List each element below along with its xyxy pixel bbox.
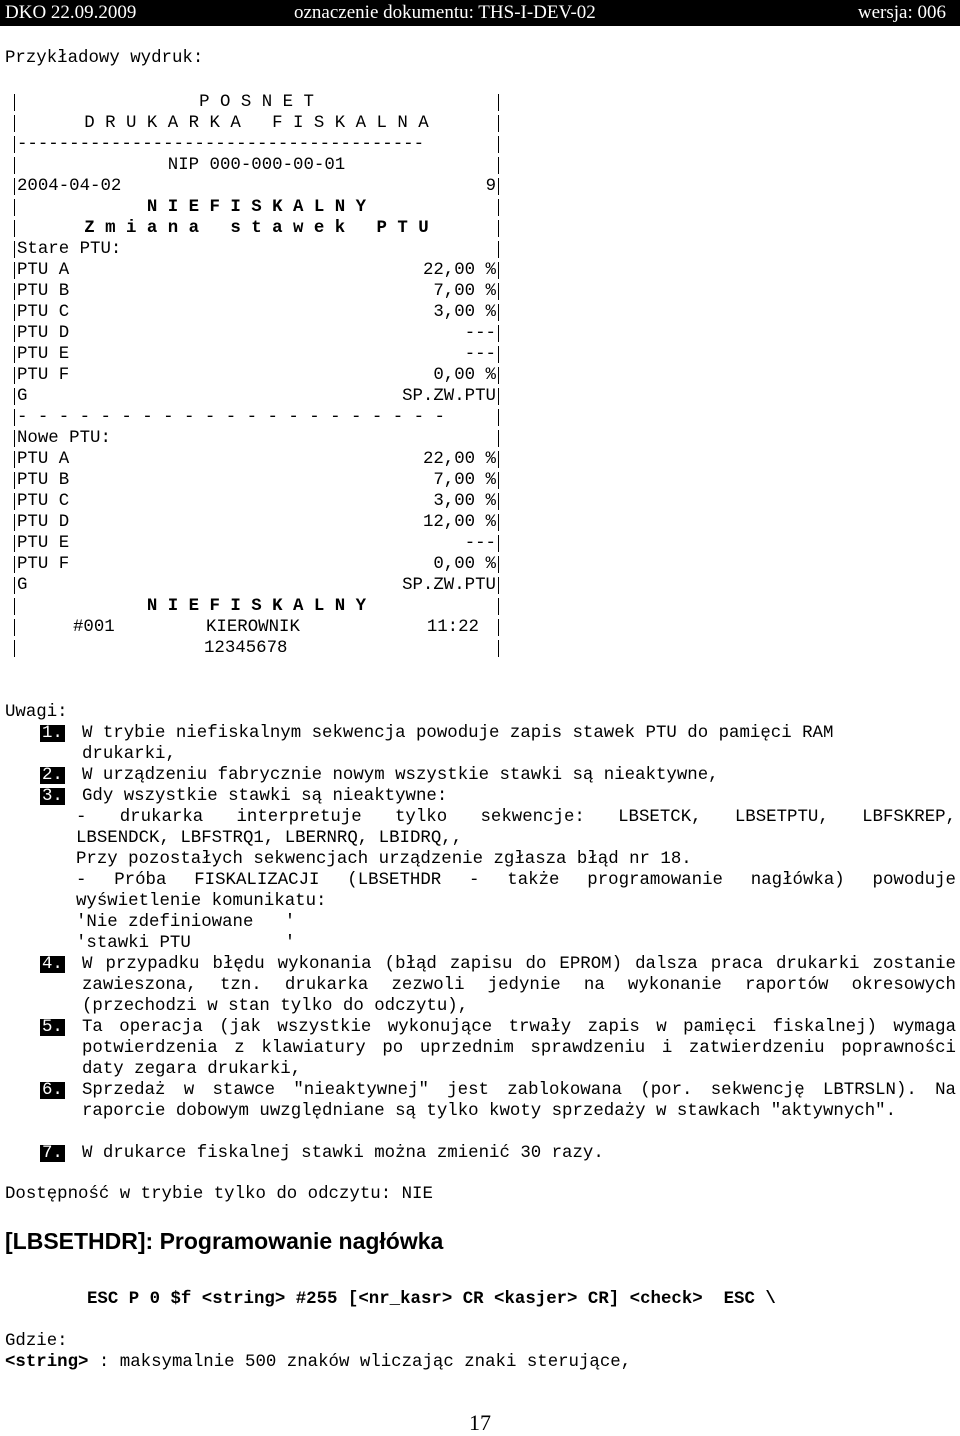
rate-value: 3,00 %	[433, 492, 496, 511]
document-header	[0, 0, 960, 26]
rate-name: PTU F	[17, 366, 70, 385]
note-3-sub-b-line-4: 'stawki PTU '	[76, 934, 296, 953]
rate-value: 3,00 %	[433, 303, 496, 322]
note-number: 3.	[42, 787, 63, 806]
parameter-description: : maksymalnie 500 znaków wliczając znaki sterujące,	[88, 1353, 632, 1372]
receipt-row	[14, 92, 499, 113]
receipt-line: P O S N E T	[199, 93, 314, 112]
note-2-text: W urządzeniu fabrycznie nowym wszystkie stawki są nieaktywne,	[82, 766, 719, 785]
rate-name: PTU C	[17, 492, 70, 511]
rate-name: PTU E	[17, 345, 70, 364]
note-1-line-1: W trybie niefiskalnym sekwencja powoduje zapis stawek PTU do pamięci RAM	[82, 724, 834, 743]
rate-value: 0,00 %	[433, 555, 496, 574]
note-5-text: Ta operacja (jak wszystkie wykonujące trwały zapis w pamięci fiskalnej) wymaga potwierdzenia z klawiatury po uprzednim sprawdzeniu i zatwierdzeniu poprawności daty zegara drukarki,	[82, 1018, 956, 1079]
receipt-nonfiscal-footer: N I E F I S K A L N Y	[146, 597, 367, 616]
receipt-dash-separator: ---------------------------------------	[17, 135, 425, 154]
rate-row	[14, 449, 499, 470]
rate-value: ---	[464, 324, 496, 343]
note-3-sub-b-line-3: 'Nie zdefiniowane '	[76, 913, 296, 932]
receipt-new-label: Nowe PTU:	[17, 429, 111, 448]
note-6-text: Sprzedaż w stawce "nieaktywnej" jest zablokowana (por. sekwencję LBTRSLN). Na raporcie dobowym uwzględniane są tylko kwoty sprzedaży w stawkach "aktywnych".	[82, 1081, 956, 1121]
receipt-nonfiscal: N I E F I S K A L N Y	[146, 198, 367, 217]
receipt-row	[14, 218, 499, 239]
rate-name: PTU C	[17, 303, 70, 322]
rate-value: 7,00 %	[433, 282, 496, 301]
rate-row	[14, 386, 499, 407]
receipt-row	[14, 176, 499, 197]
rate-name: PTU D	[17, 513, 70, 532]
rate-name: G	[17, 576, 28, 595]
receipt-time: 11:22	[426, 618, 479, 637]
rate-row	[14, 323, 499, 344]
note-number: 5.	[42, 1018, 63, 1037]
rate-value: ---	[464, 534, 496, 553]
note-number: 1.	[42, 724, 63, 743]
availability-text: Dostępność w trybie tylko do odczytu: NIE	[5, 1185, 433, 1204]
rate-value: SP.ZW.PTU	[402, 576, 496, 595]
receipt-date: 2004-04-02	[17, 177, 122, 196]
rate-value: 0,00 %	[433, 366, 496, 385]
note-3-text: Gdy wszystkie stawki są nieaktywne:	[82, 787, 448, 806]
rate-value: SP.ZW.PTU	[402, 387, 496, 406]
rate-name: PTU B	[17, 471, 70, 490]
old-rates-list	[14, 260, 499, 407]
note-3-sub-a-line-1: - drukarka interpretuje tylko sekwencje: LBSETCK, LBSETPTU, LBFSKREP,	[76, 808, 956, 827]
receipt-row	[14, 407, 499, 428]
parameter-name: <string>	[5, 1353, 89, 1372]
note-number: 2.	[42, 766, 63, 785]
receipt-serial: 12345678	[204, 639, 288, 658]
rate-name: PTU A	[17, 450, 70, 469]
receipt-row	[14, 428, 499, 449]
note-7-text: W drukarce fiskalnej stawki można zmienić 30 razy.	[82, 1144, 604, 1163]
note-3-sub-b-line-1: - Próba FISKALIZACJI (LBSETHDR - także programowanie nagłówka) powoduje	[76, 871, 956, 890]
rate-row	[14, 575, 499, 596]
notes-label: Uwagi:	[5, 703, 68, 722]
receipt-nip: NIP 000-000-00-01	[167, 156, 346, 175]
rate-name: PTU D	[17, 324, 70, 343]
rate-row	[14, 512, 499, 533]
receipt-cashier-name: KIEROWNIK	[206, 618, 300, 637]
rate-value: ---	[464, 345, 496, 364]
rate-value: 22,00 %	[422, 261, 496, 280]
rate-name: G	[17, 387, 28, 406]
receipt-row	[14, 134, 499, 155]
receipt-row	[14, 239, 499, 260]
rate-value: 22,00 %	[422, 450, 496, 469]
rate-row	[14, 302, 499, 323]
receipt-row	[14, 617, 499, 638]
receipt-printout	[14, 92, 499, 659]
header-version: wersja: 006	[857, 2, 946, 23]
rate-row	[14, 533, 499, 554]
receipt-row	[14, 155, 499, 176]
rate-row	[14, 470, 499, 491]
note-number: 6.	[42, 1081, 63, 1100]
new-rates-list	[14, 449, 499, 596]
rate-row	[14, 344, 499, 365]
rate-value: 7,00 %	[433, 471, 496, 490]
receipt-old-label: Stare PTU:	[17, 240, 122, 259]
note-3-sub-a-line-3: Przy pozostałych sekwencjach urządzenie zgłasza błąd nr 18.	[76, 850, 692, 869]
intro-text: Przykładowy wydruk:	[5, 49, 204, 68]
rate-row	[14, 491, 499, 512]
rate-name: PTU A	[17, 261, 70, 280]
rate-name: PTU E	[17, 534, 70, 553]
note-3-sub-a-line-2: LBSENDCK, LBFSTRQ1, LBERNRQ, LBIDRQ,,	[76, 829, 463, 848]
note-3-sub-b-line-2: wyświetlenie komunikatu:	[76, 892, 327, 911]
rate-row	[14, 365, 499, 386]
note-number: 7.	[42, 1144, 63, 1163]
command-syntax: ESC P 0 $f <string> #255 [<nr_kasr> CR <kasjer> CR] <check> ESC \	[87, 1290, 776, 1309]
rate-row	[14, 554, 499, 575]
receipt-row	[14, 197, 499, 218]
rate-name: PTU F	[17, 555, 70, 574]
receipt-row	[14, 596, 499, 617]
rate-row	[14, 260, 499, 281]
rate-value: 12,00 %	[422, 513, 496, 532]
rate-name: PTU B	[17, 282, 70, 301]
where-label: Gdzie:	[5, 1332, 68, 1351]
note-1-line-2: drukarki,	[82, 745, 176, 764]
receipt-line: D R U K A R K A F I S K A L N A	[84, 114, 429, 133]
note-4-text: W przypadku błędu wykonania (błąd zapisu do EPROM) dalsza praca drukarki zostanie zawieszona, tzn. drukarka zezwoli jedynie na wykonanie raportów okresowych (przechodzi w stan tylko do odczytu),	[82, 955, 956, 1016]
parameter-line	[5, 1352, 631, 1373]
rate-row	[14, 281, 499, 302]
receipt-cashier-number: #001	[73, 618, 115, 637]
receipt-number: 9	[485, 177, 496, 196]
page-number: 17	[469, 1410, 491, 1435]
note-number: 4.	[42, 955, 63, 974]
receipt-dashed-separator: - - - - - - - - - - - - - - - - - - - - -	[17, 408, 445, 427]
header-document-id: oznaczenie dokumentu: THS-I-DEV-02	[294, 2, 596, 23]
header-date: DKO 22.09.2009	[5, 2, 137, 23]
receipt-change-title: Z m i a n a s t a w e k P T U	[84, 219, 429, 238]
section-title: [LBSETHDR]: Programowanie nagłówka	[5, 1228, 444, 1254]
receipt-row	[14, 113, 499, 134]
receipt-row	[14, 638, 499, 659]
